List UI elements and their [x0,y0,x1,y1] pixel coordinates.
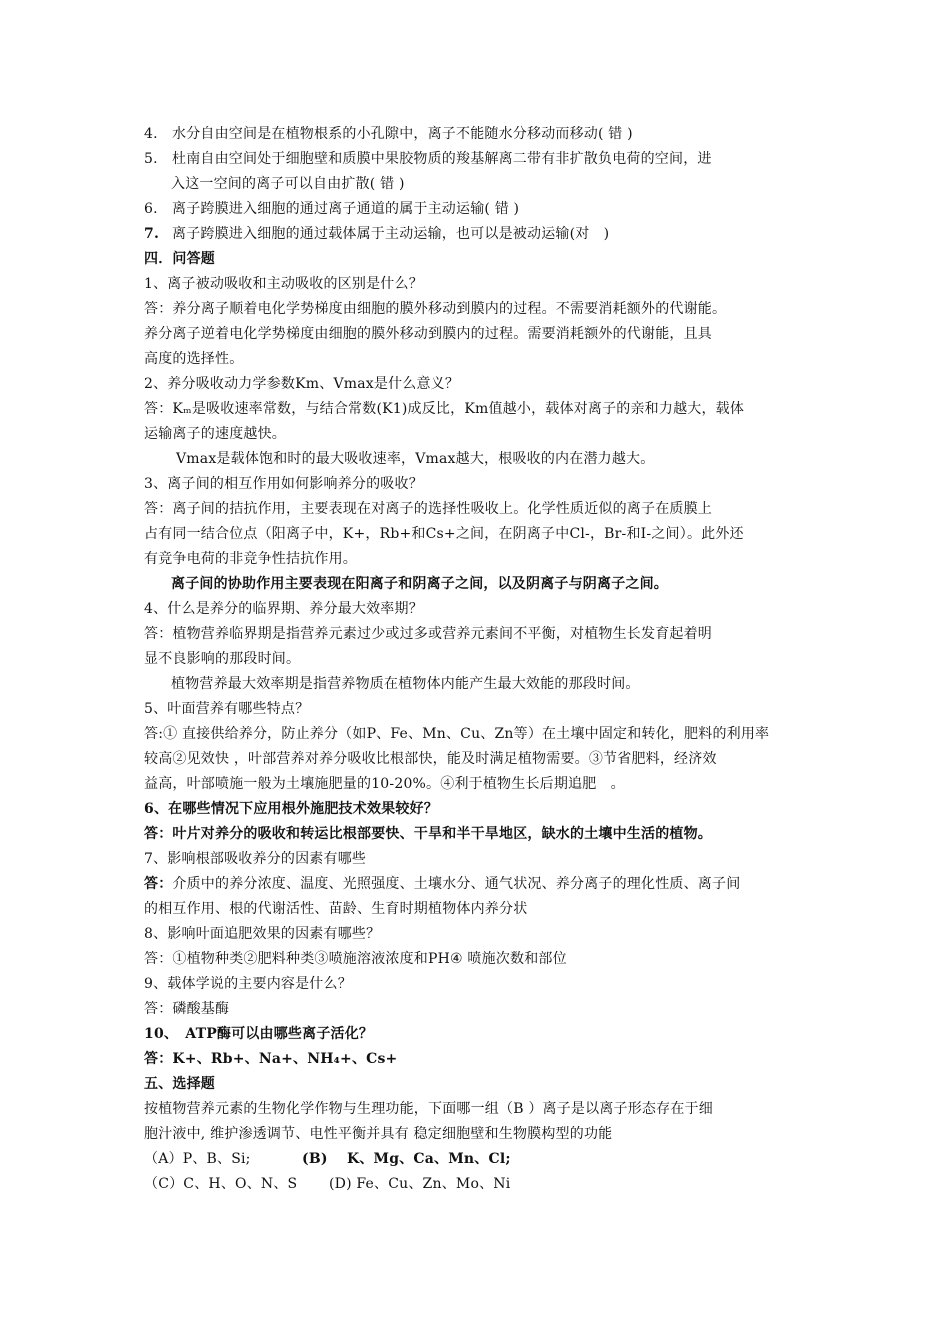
question-3: 3、离子间的相互作用如何影响养分的吸收？ [144,476,423,492]
question-10: 10、 ATP酶可以由哪些离子活化？ [144,1026,374,1042]
choice-options-row-2 [144,1174,510,1194]
answer-3-line-2: 占有同一结合位点（阳离子中，K+，Rb+和Cs+之间，在阴离子中Cl-，Br-和I-之间）。此外还 [144,526,744,542]
option-d: (D) Fe、Cu、Zn、Mo、Ni [329,1176,511,1192]
answer-7-line-1: 答：介质中的养分浓度、温度、光照强度、土壤水分、通气状况、养分离子的理化性质、离子间 [144,876,741,892]
answer-5-line-2: 较高②见效快 ，叶部营养对养分吸收比根部快，能及时满足植物需要。③节省肥料，经济效 [144,751,717,767]
answer-4-line-1: 答：植物营养临界期是指营养元素过少或过多或营养元素间不平衡，对植物生长发育起着明 [144,626,712,642]
tf-item-5-cont: 入这一空间的离子可以自由扩散( 错 ) [171,176,405,192]
answer-6: 答：叶片对养分的吸收和转运比根部要快、干旱和半干旱地区，缺水的土壤中生活的植物。 [144,826,712,842]
answer-2-line-2: 运输离子的速度越快。 [144,426,286,442]
section-5-title: 五、选择题 [144,1076,215,1092]
question-2: 2、养分吸收动力学参数Km、Vmax是什么意义？ [144,376,460,392]
question-5: 5、叶面营养有哪些特点？ [144,701,310,717]
answer-2-line-3: Vmax是载体饱和时的最大吸收速率，Vmax越大，根吸收的内在潜力越大。 [176,451,655,467]
answer-4-line-2: 显不良影响的那段时间。 [144,651,301,667]
question-1: 1、离子被动吸收和主动吸收的区别是什么？ [144,276,423,292]
tf-item-4: 4. 水分自由空间是在植物根系的小孔隙中，离子不能随水分移动而移动( 错 ) [144,126,633,142]
question-4: 4、什么是养分的临界期、养分最大效率期？ [144,601,423,617]
answer-1-line-1: 答：养分离子顺着电化学势梯度由细胞的膜外移动到膜内的过程。不需要消耗额外的代谢能。 [144,301,727,317]
answer-2-line-1: 答：Kₘ是吸收速率常数，与结合常数(K1)成反比，Km值越小，载体对离子的亲和力越大，载体 [144,401,745,417]
answer-10: 答：K+、Rb+、Na+、NH₄+、Cs+ [144,1051,398,1067]
tf-item-6: 6. 离子跨膜进入细胞的通过离子通道的属于主动运输( 错 ) [144,201,520,217]
answer-1-line-3: 高度的选择性。 [144,351,244,367]
answer-1-line-2: 养分离子逆着电化学势梯度由细胞的膜外移动到膜内的过程。需要消耗额外的代谢能，且具 [144,326,712,342]
answer-5-line-3: 益高，叶部喷施一般为土壤施肥量的10-20%。④利于植物生长后期追肥 。 [144,776,625,792]
answer-3-line-4: 离子间的协助作用主要表现在阳离子和阴离子之间，以及阴离子与阴离子之间。 [171,576,668,592]
question-6: 6、在哪些情况下应用根外施肥技术效果较好？ [144,801,438,817]
answer-3-line-1: 答：离子间的拮抗作用，主要表现在对离子的选择性吸收上。化学性质近似的离子在质膜上 [144,501,712,517]
choice-stem-line-1: 按植物营养元素的生物化学作物与生理功能，下面哪一组（B ）离子是以离子形态存在于细 [144,1101,713,1117]
answer-4-line-3: 植物营养最大效率期是指营养物质在植物体内能产生最大效能的那段时间。 [171,676,640,692]
tf-item-7: 7. 离子跨膜进入细胞的通过载体属于主动运输，也可以是被动运输(对 ) [144,226,610,242]
choice-stem-line-2: 胞汁液中, 维护渗透调节、电性平衡并具有 稳定细胞壁和生物膜构型的功能 [144,1126,613,1142]
question-7: 7、影响根部吸收养分的因素有哪些 [144,851,367,867]
option-b: (B) K、Mg、Ca、Mn、Cl; [302,1151,511,1167]
option-c: （C）C、H、O、N、S [144,1176,298,1192]
choice-options-row-1 [144,1149,511,1169]
option-a: （A）P、B、Si; [144,1151,251,1167]
answer-8: 答：①植物种类②肥料种类③喷施溶液浓度和PH④ 喷施次数和部位 [144,951,567,967]
answer-3-line-3: 有竞争电荷的非竞争性拮抗作用。 [144,551,357,567]
question-8: 8、影响叶面追肥效果的因素有哪些？ [144,926,381,942]
section-4-title: 四．问答题 [144,251,215,267]
answer-5-line-1: 答:① 直接供给养分，防止养分（如P、Fe、Mn、Cu、Zn等）在土壤中固定和转化，肥料的利用率 [144,726,770,742]
answer-7-line-2: 的相互作用、根的代谢活性、苗龄、生育时期植物体内养分状 [144,901,528,917]
question-9: 9、载体学说的主要内容是什么？ [144,976,352,992]
tf-item-5: 5. 杜南自由空间处于细胞壁和质膜中果胶物质的羧基解离二带有非扩散负电荷的空间，进 [144,151,712,167]
answer-9: 答：磷酸基酶 [144,1001,230,1017]
